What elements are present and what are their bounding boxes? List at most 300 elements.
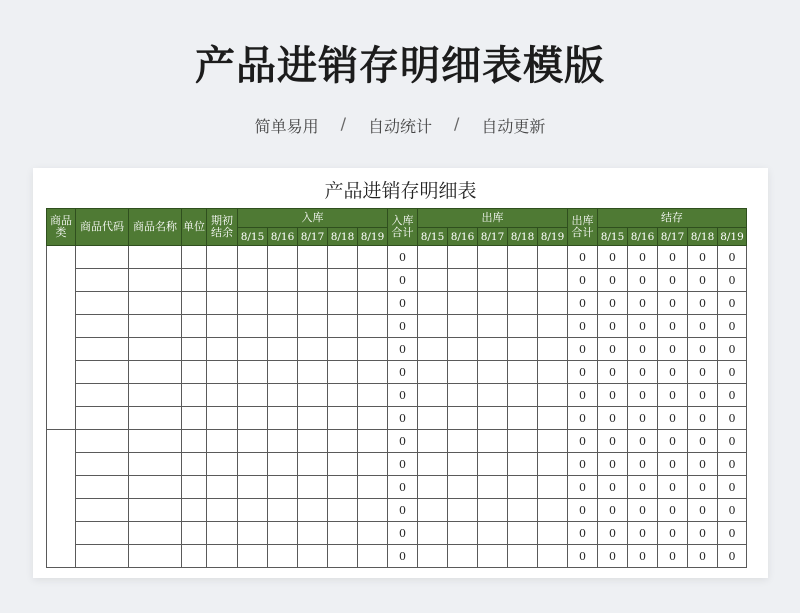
outbound-cell[interactable] bbox=[418, 292, 448, 315]
inbound-cell[interactable] bbox=[238, 338, 268, 361]
opening-cell[interactable] bbox=[207, 545, 238, 568]
name-cell[interactable] bbox=[129, 407, 182, 430]
outbound-cell[interactable] bbox=[478, 522, 508, 545]
code-cell[interactable] bbox=[76, 499, 129, 522]
opening-cell[interactable] bbox=[207, 476, 238, 499]
stock-cell: 0 bbox=[598, 522, 628, 545]
inbound-cell[interactable] bbox=[268, 499, 298, 522]
stock-cell: 0 bbox=[688, 476, 718, 499]
outbound-cell[interactable] bbox=[448, 499, 478, 522]
outbound-cell[interactable] bbox=[508, 315, 538, 338]
inbound-cell[interactable] bbox=[328, 246, 358, 269]
header-inbound-date: 8/18 bbox=[328, 228, 358, 246]
inbound-total-cell: 0 bbox=[388, 246, 418, 269]
header-name: 商品名称 bbox=[129, 209, 182, 246]
header-stock-date: 8/16 bbox=[628, 228, 658, 246]
inbound-cell[interactable] bbox=[238, 545, 268, 568]
outbound-cell[interactable] bbox=[478, 545, 508, 568]
stock-cell: 0 bbox=[598, 476, 628, 499]
inbound-cell[interactable] bbox=[238, 522, 268, 545]
unit-cell[interactable] bbox=[182, 476, 207, 499]
name-cell[interactable] bbox=[129, 384, 182, 407]
stock-cell: 0 bbox=[658, 338, 688, 361]
stock-cell: 0 bbox=[628, 292, 658, 315]
code-cell[interactable] bbox=[76, 338, 129, 361]
stock-cell: 0 bbox=[598, 315, 628, 338]
outbound-cell[interactable] bbox=[418, 384, 448, 407]
outbound-cell[interactable] bbox=[418, 338, 448, 361]
outbound-cell[interactable] bbox=[538, 430, 568, 453]
outbound-cell[interactable] bbox=[508, 384, 538, 407]
name-cell[interactable] bbox=[129, 269, 182, 292]
stock-cell: 0 bbox=[718, 384, 747, 407]
header-inbound-date: 8/15 bbox=[238, 228, 268, 246]
header-stock-date: 8/17 bbox=[658, 228, 688, 246]
inbound-total-cell: 0 bbox=[388, 292, 418, 315]
outbound-cell[interactable] bbox=[418, 522, 448, 545]
inbound-cell[interactable] bbox=[328, 361, 358, 384]
stock-cell: 0 bbox=[718, 545, 747, 568]
outbound-total-cell: 0 bbox=[568, 430, 598, 453]
inbound-cell[interactable] bbox=[298, 269, 328, 292]
name-cell[interactable] bbox=[129, 476, 182, 499]
unit-cell[interactable] bbox=[182, 430, 207, 453]
stock-cell: 0 bbox=[658, 545, 688, 568]
outbound-cell[interactable] bbox=[448, 453, 478, 476]
stock-cell: 0 bbox=[718, 430, 747, 453]
outbound-cell[interactable] bbox=[448, 430, 478, 453]
outbound-cell[interactable] bbox=[538, 361, 568, 384]
outbound-cell[interactable] bbox=[478, 315, 508, 338]
unit-cell[interactable] bbox=[182, 246, 207, 269]
unit-cell[interactable] bbox=[182, 338, 207, 361]
inbound-cell[interactable] bbox=[328, 453, 358, 476]
inbound-cell[interactable] bbox=[268, 545, 298, 568]
unit-cell[interactable] bbox=[182, 361, 207, 384]
stock-cell: 0 bbox=[628, 499, 658, 522]
outbound-cell[interactable] bbox=[538, 407, 568, 430]
header-inbound-date: 8/16 bbox=[268, 228, 298, 246]
outbound-cell[interactable] bbox=[478, 453, 508, 476]
inbound-cell[interactable] bbox=[298, 453, 328, 476]
stock-cell: 0 bbox=[628, 361, 658, 384]
stock-cell: 0 bbox=[628, 545, 658, 568]
unit-cell[interactable] bbox=[182, 407, 207, 430]
inbound-cell[interactable] bbox=[298, 315, 328, 338]
stock-cell: 0 bbox=[628, 522, 658, 545]
outbound-cell[interactable] bbox=[508, 269, 538, 292]
stock-cell: 0 bbox=[598, 499, 628, 522]
table-row bbox=[47, 315, 747, 338]
inbound-cell[interactable] bbox=[268, 430, 298, 453]
header-outbound-date: 8/19 bbox=[538, 228, 568, 246]
inbound-total-cell: 0 bbox=[388, 522, 418, 545]
outbound-cell[interactable] bbox=[448, 246, 478, 269]
inbound-cell[interactable] bbox=[268, 246, 298, 269]
sheet-title: 产品进销存明细表 bbox=[324, 180, 477, 202]
stock-cell: 0 bbox=[658, 453, 688, 476]
inbound-cell[interactable] bbox=[358, 522, 388, 545]
name-cell[interactable] bbox=[129, 361, 182, 384]
stock-cell: 0 bbox=[688, 315, 718, 338]
inbound-cell[interactable] bbox=[268, 522, 298, 545]
outbound-cell[interactable] bbox=[538, 384, 568, 407]
outbound-cell[interactable] bbox=[508, 453, 538, 476]
inbound-total-cell: 0 bbox=[388, 499, 418, 522]
code-cell[interactable] bbox=[76, 476, 129, 499]
outbound-cell[interactable] bbox=[538, 476, 568, 499]
outbound-cell[interactable] bbox=[418, 499, 448, 522]
stock-cell: 0 bbox=[688, 430, 718, 453]
inbound-cell[interactable] bbox=[298, 361, 328, 384]
stock-cell: 0 bbox=[718, 361, 747, 384]
inbound-cell[interactable] bbox=[298, 499, 328, 522]
inbound-cell[interactable] bbox=[358, 407, 388, 430]
inbound-cell[interactable] bbox=[298, 407, 328, 430]
unit-cell[interactable] bbox=[182, 545, 207, 568]
outbound-total-cell: 0 bbox=[568, 292, 598, 315]
outbound-cell[interactable] bbox=[478, 361, 508, 384]
name-cell[interactable] bbox=[129, 453, 182, 476]
stock-cell: 0 bbox=[688, 292, 718, 315]
table-row bbox=[47, 499, 747, 522]
inbound-cell[interactable] bbox=[328, 407, 358, 430]
outbound-cell[interactable] bbox=[448, 315, 478, 338]
header-outbound: 出库 bbox=[418, 209, 568, 228]
outbound-cell[interactable] bbox=[478, 246, 508, 269]
unit-cell[interactable] bbox=[182, 499, 207, 522]
inbound-total-cell: 0 bbox=[388, 407, 418, 430]
inbound-cell[interactable] bbox=[328, 292, 358, 315]
code-cell[interactable] bbox=[76, 292, 129, 315]
stock-cell: 0 bbox=[628, 476, 658, 499]
stock-cell: 0 bbox=[718, 246, 747, 269]
stock-cell: 0 bbox=[628, 315, 658, 338]
inbound-cell[interactable] bbox=[358, 453, 388, 476]
stock-cell: 0 bbox=[628, 430, 658, 453]
inbound-cell[interactable] bbox=[328, 499, 358, 522]
outbound-cell[interactable] bbox=[448, 522, 478, 545]
inbound-cell[interactable] bbox=[238, 292, 268, 315]
opening-cell[interactable] bbox=[207, 338, 238, 361]
outbound-total-cell: 0 bbox=[568, 384, 598, 407]
outbound-cell[interactable] bbox=[478, 269, 508, 292]
inbound-cell[interactable] bbox=[358, 361, 388, 384]
header-stock-date: 8/19 bbox=[718, 228, 747, 246]
outbound-cell[interactable] bbox=[418, 453, 448, 476]
outbound-cell[interactable] bbox=[448, 476, 478, 499]
outbound-cell[interactable] bbox=[418, 407, 448, 430]
inbound-cell[interactable] bbox=[328, 315, 358, 338]
header-stock-date: 8/15 bbox=[598, 228, 628, 246]
category-cell[interactable] bbox=[47, 246, 76, 430]
outbound-cell[interactable] bbox=[538, 315, 568, 338]
stock-cell: 0 bbox=[658, 430, 688, 453]
header-code: 商品代码 bbox=[76, 209, 129, 246]
inbound-total-cell: 0 bbox=[388, 545, 418, 568]
opening-cell[interactable] bbox=[207, 430, 238, 453]
stock-cell: 0 bbox=[598, 407, 628, 430]
stock-cell: 0 bbox=[598, 430, 628, 453]
outbound-cell[interactable] bbox=[418, 246, 448, 269]
unit-cell[interactable] bbox=[182, 292, 207, 315]
stock-cell: 0 bbox=[598, 292, 628, 315]
outbound-cell[interactable] bbox=[538, 522, 568, 545]
inbound-cell[interactable] bbox=[268, 292, 298, 315]
inbound-cell[interactable] bbox=[358, 269, 388, 292]
inbound-cell[interactable] bbox=[238, 476, 268, 499]
outbound-cell[interactable] bbox=[418, 545, 448, 568]
inbound-cell[interactable] bbox=[328, 476, 358, 499]
name-cell[interactable] bbox=[129, 292, 182, 315]
stock-cell: 0 bbox=[628, 269, 658, 292]
opening-cell[interactable] bbox=[207, 499, 238, 522]
outbound-cell[interactable] bbox=[508, 545, 538, 568]
inbound-cell[interactable] bbox=[358, 246, 388, 269]
table-row bbox=[47, 430, 747, 453]
inbound-cell[interactable] bbox=[268, 476, 298, 499]
inbound-cell[interactable] bbox=[358, 338, 388, 361]
opening-cell[interactable] bbox=[207, 292, 238, 315]
outbound-cell[interactable] bbox=[418, 476, 448, 499]
outbound-cell[interactable] bbox=[508, 246, 538, 269]
outbound-total-cell: 0 bbox=[568, 246, 598, 269]
stock-cell: 0 bbox=[688, 269, 718, 292]
outbound-cell[interactable] bbox=[478, 476, 508, 499]
stock-cell: 0 bbox=[658, 292, 688, 315]
inbound-cell[interactable] bbox=[298, 246, 328, 269]
inbound-cell[interactable] bbox=[298, 292, 328, 315]
inbound-cell[interactable] bbox=[268, 315, 298, 338]
tagline-separator: / bbox=[340, 114, 346, 133]
code-cell[interactable] bbox=[76, 361, 129, 384]
inbound-cell[interactable] bbox=[268, 361, 298, 384]
stock-cell: 0 bbox=[718, 338, 747, 361]
outbound-cell[interactable] bbox=[418, 430, 448, 453]
unit-cell[interactable] bbox=[182, 269, 207, 292]
table-row bbox=[47, 338, 747, 361]
inbound-cell[interactable] bbox=[358, 499, 388, 522]
opening-cell[interactable] bbox=[207, 269, 238, 292]
inbound-cell[interactable] bbox=[328, 384, 358, 407]
name-cell[interactable] bbox=[129, 522, 182, 545]
inbound-cell[interactable] bbox=[238, 315, 268, 338]
outbound-cell[interactable] bbox=[478, 292, 508, 315]
stock-cell: 0 bbox=[658, 315, 688, 338]
stock-cell: 0 bbox=[628, 384, 658, 407]
inbound-cell[interactable] bbox=[358, 315, 388, 338]
outbound-total-cell: 0 bbox=[568, 338, 598, 361]
outbound-cell[interactable] bbox=[508, 499, 538, 522]
inbound-total-cell: 0 bbox=[388, 269, 418, 292]
inbound-cell[interactable] bbox=[268, 384, 298, 407]
code-cell[interactable] bbox=[76, 407, 129, 430]
opening-cell[interactable] bbox=[207, 246, 238, 269]
inbound-cell[interactable] bbox=[238, 430, 268, 453]
inbound-cell[interactable] bbox=[298, 476, 328, 499]
code-cell[interactable] bbox=[76, 384, 129, 407]
header-outbound-date: 8/16 bbox=[448, 228, 478, 246]
inbound-cell[interactable] bbox=[358, 545, 388, 568]
outbound-cell[interactable] bbox=[478, 407, 508, 430]
outbound-cell[interactable] bbox=[418, 315, 448, 338]
outbound-cell[interactable] bbox=[448, 292, 478, 315]
stock-cell: 0 bbox=[658, 522, 688, 545]
inventory-table bbox=[46, 208, 747, 568]
inbound-cell[interactable] bbox=[328, 269, 358, 292]
code-cell[interactable] bbox=[76, 430, 129, 453]
code-cell[interactable] bbox=[76, 522, 129, 545]
inbound-total-cell: 0 bbox=[388, 430, 418, 453]
inbound-cell[interactable] bbox=[328, 430, 358, 453]
table-row bbox=[47, 545, 747, 568]
table-row bbox=[47, 407, 747, 430]
outbound-cell[interactable] bbox=[478, 499, 508, 522]
inbound-cell[interactable] bbox=[238, 407, 268, 430]
inbound-cell[interactable] bbox=[238, 453, 268, 476]
inbound-cell[interactable] bbox=[268, 453, 298, 476]
inbound-cell[interactable] bbox=[298, 338, 328, 361]
outbound-cell[interactable] bbox=[508, 292, 538, 315]
outbound-cell[interactable] bbox=[508, 407, 538, 430]
name-cell[interactable] bbox=[129, 499, 182, 522]
inbound-cell[interactable] bbox=[328, 338, 358, 361]
stock-cell: 0 bbox=[598, 545, 628, 568]
outbound-cell[interactable] bbox=[508, 361, 538, 384]
opening-cell[interactable] bbox=[207, 384, 238, 407]
outbound-total-cell: 0 bbox=[568, 407, 598, 430]
stock-cell: 0 bbox=[718, 499, 747, 522]
outbound-cell[interactable] bbox=[418, 269, 448, 292]
code-cell[interactable] bbox=[76, 269, 129, 292]
stock-cell: 0 bbox=[718, 269, 747, 292]
outbound-cell[interactable] bbox=[448, 269, 478, 292]
inbound-cell[interactable] bbox=[268, 407, 298, 430]
outbound-cell[interactable] bbox=[508, 338, 538, 361]
stock-cell: 0 bbox=[718, 453, 747, 476]
stock-cell: 0 bbox=[718, 476, 747, 499]
outbound-total-cell: 0 bbox=[568, 269, 598, 292]
header-inbound-date: 8/17 bbox=[298, 228, 328, 246]
outbound-total-cell: 0 bbox=[568, 361, 598, 384]
inbound-cell[interactable] bbox=[298, 545, 328, 568]
outbound-cell[interactable] bbox=[538, 338, 568, 361]
code-cell[interactable] bbox=[76, 545, 129, 568]
stock-cell: 0 bbox=[718, 522, 747, 545]
code-cell[interactable] bbox=[76, 453, 129, 476]
table-row bbox=[47, 292, 747, 315]
outbound-total-cell: 0 bbox=[568, 315, 598, 338]
inbound-cell[interactable] bbox=[238, 246, 268, 269]
inbound-cell[interactable] bbox=[358, 430, 388, 453]
inbound-cell[interactable] bbox=[358, 476, 388, 499]
outbound-cell[interactable] bbox=[448, 338, 478, 361]
stock-cell: 0 bbox=[688, 338, 718, 361]
unit-cell[interactable] bbox=[182, 315, 207, 338]
stock-cell: 0 bbox=[658, 476, 688, 499]
stock-cell: 0 bbox=[598, 269, 628, 292]
stock-cell: 0 bbox=[688, 499, 718, 522]
outbound-cell[interactable] bbox=[538, 545, 568, 568]
unit-cell[interactable] bbox=[182, 522, 207, 545]
name-cell[interactable] bbox=[129, 430, 182, 453]
name-cell[interactable] bbox=[129, 545, 182, 568]
inbound-cell[interactable] bbox=[358, 292, 388, 315]
outbound-cell[interactable] bbox=[418, 361, 448, 384]
outbound-cell[interactable] bbox=[448, 361, 478, 384]
outbound-cell[interactable] bbox=[478, 338, 508, 361]
outbound-cell[interactable] bbox=[478, 384, 508, 407]
outbound-total-cell: 0 bbox=[568, 499, 598, 522]
stock-cell: 0 bbox=[598, 384, 628, 407]
outbound-cell[interactable] bbox=[508, 476, 538, 499]
outbound-cell[interactable] bbox=[508, 430, 538, 453]
stock-cell: 0 bbox=[688, 384, 718, 407]
header-stock: 结存 bbox=[598, 209, 747, 228]
unit-cell[interactable] bbox=[182, 384, 207, 407]
opening-cell[interactable] bbox=[207, 407, 238, 430]
code-cell[interactable] bbox=[76, 315, 129, 338]
opening-cell[interactable] bbox=[207, 361, 238, 384]
code-cell[interactable] bbox=[76, 246, 129, 269]
inbound-cell[interactable] bbox=[238, 499, 268, 522]
inbound-cell[interactable] bbox=[298, 430, 328, 453]
stock-cell: 0 bbox=[718, 292, 747, 315]
outbound-cell[interactable] bbox=[538, 269, 568, 292]
inbound-cell[interactable] bbox=[328, 522, 358, 545]
outbound-cell[interactable] bbox=[538, 453, 568, 476]
unit-cell[interactable] bbox=[182, 453, 207, 476]
outbound-cell[interactable] bbox=[508, 522, 538, 545]
outbound-cell[interactable] bbox=[448, 407, 478, 430]
inbound-cell[interactable] bbox=[298, 384, 328, 407]
inbound-cell[interactable] bbox=[268, 269, 298, 292]
inbound-cell[interactable] bbox=[238, 361, 268, 384]
inbound-cell[interactable] bbox=[268, 338, 298, 361]
inbound-total-cell: 0 bbox=[388, 315, 418, 338]
inbound-cell[interactable] bbox=[328, 545, 358, 568]
stock-cell: 0 bbox=[718, 315, 747, 338]
outbound-cell[interactable] bbox=[478, 430, 508, 453]
table-row bbox=[47, 522, 747, 545]
stock-cell: 0 bbox=[628, 338, 658, 361]
header-opening: 期初结余 bbox=[207, 209, 238, 246]
opening-cell[interactable] bbox=[207, 315, 238, 338]
outbound-cell[interactable] bbox=[538, 292, 568, 315]
inbound-cell[interactable] bbox=[238, 384, 268, 407]
inbound-cell[interactable] bbox=[298, 522, 328, 545]
opening-cell[interactable] bbox=[207, 453, 238, 476]
outbound-cell[interactable] bbox=[538, 499, 568, 522]
outbound-cell[interactable] bbox=[538, 246, 568, 269]
category-cell[interactable] bbox=[47, 430, 76, 568]
name-cell[interactable] bbox=[129, 315, 182, 338]
header-inbound-total: 入库合计 bbox=[388, 209, 418, 246]
stock-cell: 0 bbox=[688, 361, 718, 384]
opening-cell[interactable] bbox=[207, 522, 238, 545]
inbound-cell[interactable] bbox=[238, 269, 268, 292]
stock-cell: 0 bbox=[658, 361, 688, 384]
name-cell[interactable] bbox=[129, 246, 182, 269]
outbound-total-cell: 0 bbox=[568, 453, 598, 476]
header-inbound-date: 8/19 bbox=[358, 228, 388, 246]
outbound-cell[interactable] bbox=[448, 545, 478, 568]
outbound-cell[interactable] bbox=[448, 384, 478, 407]
inbound-cell[interactable] bbox=[358, 384, 388, 407]
header-inbound: 入库 bbox=[238, 209, 388, 228]
table-row bbox=[47, 384, 747, 407]
name-cell[interactable] bbox=[129, 338, 182, 361]
